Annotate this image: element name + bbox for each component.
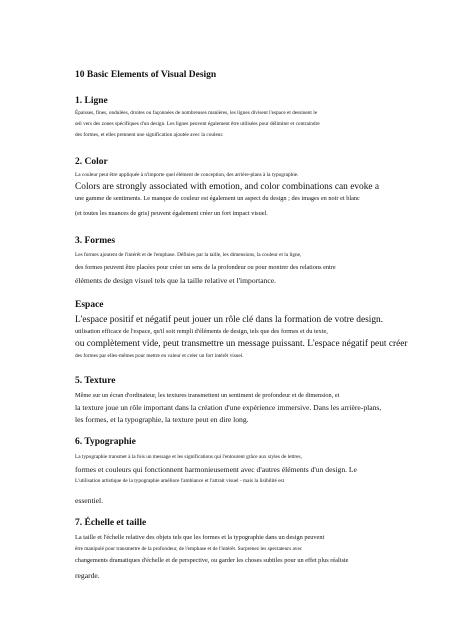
paragraph-line: Même sur un écran d'ordinateur, les textures transmettent un sentiment de profondeur et de dimension, et — [75, 392, 340, 399]
paragraph-line: Les formes ajoutent de l'intérêt et de l'emphase. Définies par la taille, les dimensions, la couleur et la ligne, — [75, 252, 302, 258]
section-heading-echelle: 7. Échelle et taille — [75, 518, 147, 528]
paragraph-line: regarde. — [75, 571, 100, 580]
paragraph-line: une gamme de sentiments. Le manque de couleur est également un aspect du design ; des images en noir et blanc — [75, 195, 360, 202]
paragraph-line: formes et couleurs qui fonctionnent harmonieusement avec d'autres éléments d'un design. Le — [75, 465, 357, 474]
paragraph-line: éléments de design visuel tels que la taille relative et l'importance. — [75, 276, 277, 285]
paragraph-line: être manipulé pour transmettre de la profondeur, de l'emphase et de l'intérêt. Surprenez les spectateurs avec — [75, 546, 303, 552]
paragraph-line: les formes, et la typographie, la texture peut en dire long. — [75, 415, 249, 424]
section-heading-typographie: 6. Typographie — [75, 437, 136, 447]
paragraph-line: La taille et l'échelle relative des objets tels que les formes et la typographie dans un design peuvent — [75, 534, 325, 541]
paragraph-line: Colors are strongly associated with emotion, and color combinations can evoke a — [75, 182, 380, 192]
section-heading-formes: 3. Formes — [75, 236, 116, 246]
paragraph-line: L'utilisation artistique de la typographie améliore l'ambiance et l'attrait visuel - mais la lisibilité est — [75, 478, 285, 484]
paragraph-line: (et toutes les nuances de gris) peuvent également créer un fort impact visuel. — [75, 210, 268, 217]
paragraph-line: Épaisses, fines, ondulées, droites ou façonnées de nombreuses manières, les lignes divisent l'espace et dessinent le — [75, 110, 318, 116]
paragraph-line: L'espace positif et négatif peut jouer un rôle clé dans la formation de votre design. — [75, 315, 384, 325]
paragraph-line: essentiel. — [75, 496, 104, 505]
paragraph-line: des formes peuvent être placées pour créer un sens de la profondeur ou pour montrer des relations entre — [75, 264, 336, 271]
section-heading-texture: 5. Texture — [75, 376, 116, 386]
paragraph-line: ou complètement vide, peut transmettre un message puissant. L'espace négatif peut créer — [75, 339, 408, 349]
paragraph-line: des formes par elles-mêmes pour mettre en valeur et créer un fort intérêt visuel. — [75, 353, 244, 359]
section-heading-color: 2. Color — [75, 157, 108, 167]
paragraph-line: utilisation efficace de l'espace, qu'il soit rempli d'éléments de design, tels que des formes et du texte, — [75, 328, 328, 335]
paragraph-line: La couleur peut être appliquée à n'importe quel élément de conception, des arrière-plans à la typographie. — [75, 172, 299, 178]
paragraph-line: œil vers des zones spécifiques d'un design. Les lignes peuvent également être utilisées pour délimiter et contraindre — [75, 121, 320, 127]
paragraph-line: des formes, et elles prennent une signification ajoutée avec la couleur. — [75, 132, 224, 138]
paragraph-line: la texture joue un rôle important dans la création d'une expérience immersive. Dans les arrière-plans, — [75, 403, 382, 412]
section-heading-ligne: 1. Ligne — [75, 96, 108, 106]
paragraph-line: changements dramatiques d'échelle et de perspective, ou garder les choses subtiles pour un effet plus réaliste — [75, 557, 349, 564]
document-title: 10 Basic Elements of Visual Design — [75, 70, 217, 80]
section-heading-espace: Espace — [75, 300, 104, 310]
paragraph-line: La typographie transmet à la fois un message et les significations qui l'entourent grâce aux styles de lettres, — [75, 454, 302, 460]
